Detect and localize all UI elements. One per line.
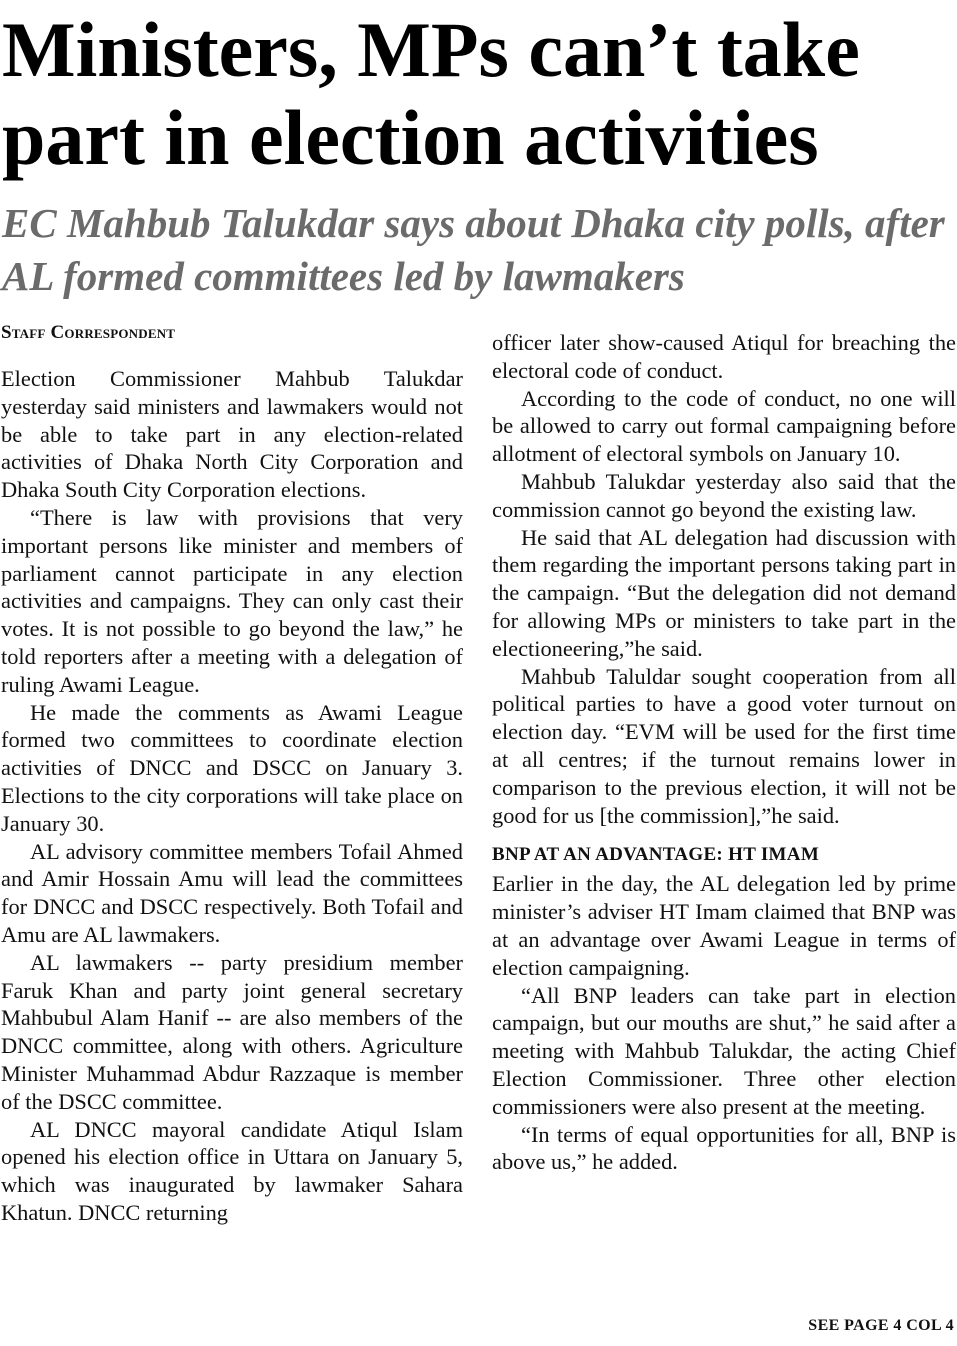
paragraph: Earlier in the day, the AL delegation led by prime minister’s adviser HT Imam claimed that BNP was at an advantage over Awami League in terms of election campaigning.: [492, 871, 956, 980]
paragraph: Election Commissioner Mahbub Talukdar yesterday said ministers and lawmakers would not be able to take part in any election-related activities of Dhaka North City Corporation and Dhaka South City Corporation elections.: [1, 366, 463, 503]
paragraph: AL advisory committee members Tofail Ahmed and Amir Hossain Amu will lead the committees for DNCC and DSCC respectively. Both Tofail and Amu are AL lawmakers.: [1, 838, 463, 947]
paragraph: Mahbub Taluldar sought cooperation from all political parties to have a good voter turnout on election day. “EVM will be used for the first time at all centres; if the turnout remains lower in comparison to the previous election, it will not be good for us [the commission],”he said.: [492, 663, 956, 828]
paragraph: “All BNP leaders can take part in election campaign, but our mouths are shut,” he said after a meeting with Mahbub Talukdar, the acting Chief Election Commissioner. Three other election commissioners were also present at the meeting.: [492, 982, 956, 1119]
paragraph: “In terms of equal opportunities for all, BNP is above us,” he added.: [492, 1121, 956, 1175]
byline: Staff Correspondent: [1, 322, 176, 343]
headline: Ministers, MPs can’t take part in election activities: [2, 6, 860, 181]
paragraph: He made the comments as Awami League formed two committees to coordinate election activities of DNCC and DSCC on January 3. Elections to the city corporations will take place on January 30.: [1, 699, 463, 836]
paragraph: According to the code of conduct, no one will be allowed to carry out formal campaigning before allotment of electoral symbols on January 10.: [492, 385, 956, 467]
paragraph: Mahbub Talukdar yesterday also said that the commission cannot go beyond the existing law.: [492, 468, 956, 522]
paragraph: officer later show-caused Atiqul for breaching the electoral code of conduct.: [492, 330, 956, 383]
continuation-jump-line: SEE PAGE 4 COL 4: [808, 1317, 954, 1334]
left-column: [1, 322, 463, 1227]
subheadline: EC Mahbub Talukdar says about Dhaka city polls, after AL formed committees led by lawmakers: [2, 200, 945, 299]
section-heading: BNP AT AN ADVANTAGE: HT IMAM: [492, 844, 820, 866]
paragraph: “There is law with provisions that very important persons like minister and members of parliament cannot participate in any election activities and campaigns. They can only cast their votes. It is not possible to go beyond the law,” he told reporters after a meeting with a delegation of ruling Awami League.: [1, 504, 463, 697]
paragraph: He said that AL delegation had discussion with them regarding the important persons taking part in the campaign. “But the delegation did not demand for allowing MPs or ministers to take part in the electioneering,”he said.: [492, 524, 956, 661]
paragraph: AL lawmakers -- party presidium member Faruk Khan and party joint general secretary Mahbubul Alam Hanif -- are also members of the DNCC committee, along with others. Agriculture Minister Muhammad Abdur Razzaque is member of the DSCC committee.: [1, 949, 463, 1114]
right-column: [492, 329, 956, 1176]
paragraph: AL DNCC mayoral candidate Atiqul Islam opened his election office in Uttara on January 5, which was inaugurated by lawmaker Sahara Khatun. DNCC returning: [1, 1116, 463, 1225]
